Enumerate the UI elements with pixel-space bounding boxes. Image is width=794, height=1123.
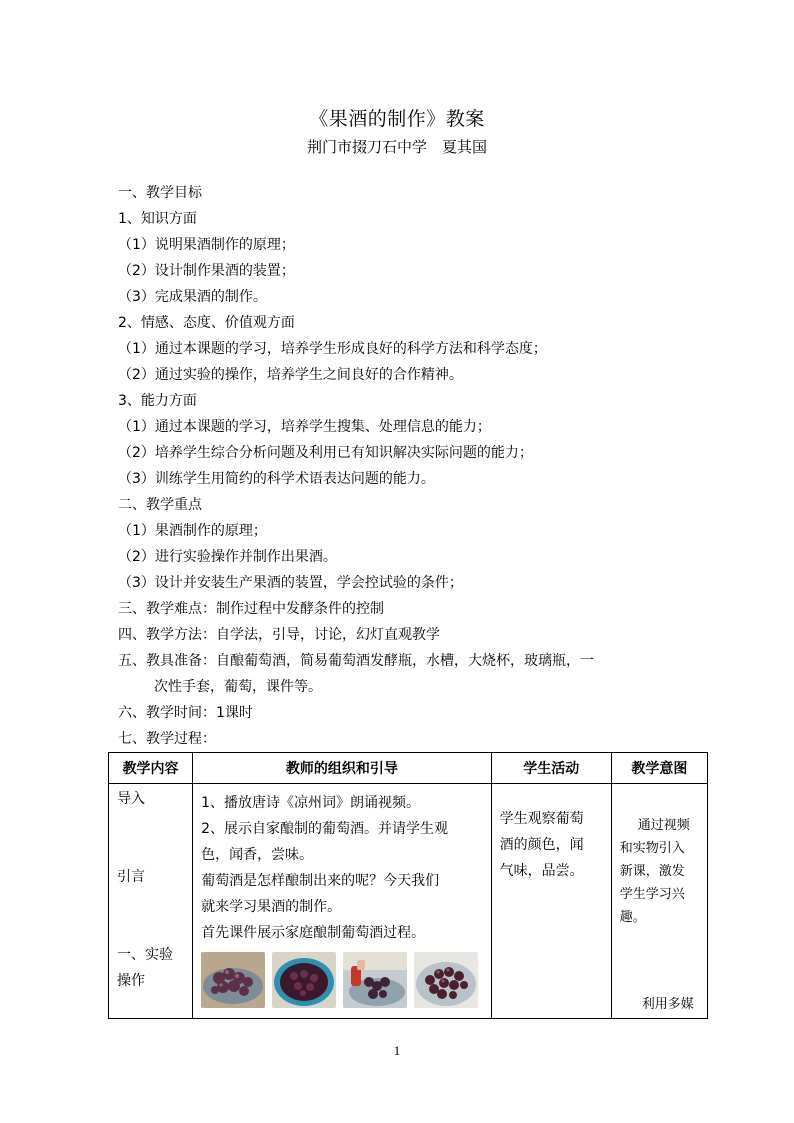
document-title: 《果酒的制作》教案 bbox=[309, 108, 485, 130]
header-teacher: 教师的组织和引导 bbox=[193, 753, 491, 784]
purpose-line: 通过视频 bbox=[637, 818, 690, 833]
author-line: 荆门市掇刀石中学 夏其国 bbox=[306, 138, 487, 156]
outline-line: （1）说明果酒制作的原理； bbox=[118, 237, 295, 253]
grape-photo-3 bbox=[343, 952, 407, 1008]
purpose-cell bbox=[611, 784, 707, 1019]
content-intro: 导入 bbox=[117, 791, 145, 807]
student-line: 酒的颜色，闻 bbox=[499, 837, 584, 853]
table-row bbox=[109, 784, 708, 1019]
outline-line: 1、知识方面 bbox=[118, 211, 197, 227]
table-header-row bbox=[109, 753, 708, 784]
student-line: 学生观察葡萄 bbox=[499, 811, 584, 827]
grape-photo-4 bbox=[414, 952, 478, 1008]
teacher-line: 色，闻香，尝味。 bbox=[201, 847, 314, 863]
teacher-line: 葡萄酒是怎样酿制出来的呢？今天我们 bbox=[201, 873, 440, 889]
outline-line: 3、能力方面 bbox=[118, 393, 197, 409]
outline-line: （2）进行实验操作并制作出果酒。 bbox=[118, 549, 337, 565]
grape-photo-2 bbox=[272, 952, 336, 1008]
teacher-cell bbox=[193, 784, 491, 1019]
grape-photo-1 bbox=[201, 952, 265, 1008]
outline-line: （3）完成果酒的制作。 bbox=[118, 289, 267, 305]
student-line: 气味，品尝。 bbox=[499, 863, 584, 879]
teaching-process-table bbox=[108, 752, 708, 1019]
outline-line: （3）设计并安装生产果酒的装置，学会控试验的条件； bbox=[118, 575, 463, 591]
outline-line: 2、情感、态度、价值观方面 bbox=[118, 315, 295, 331]
outline-line: （2）通过实验的操作，培养学生之间良好的合作精神。 bbox=[118, 367, 463, 383]
grape-photo-strip bbox=[201, 952, 482, 1008]
purpose-continued: 利用多媒 bbox=[641, 997, 694, 1012]
header-content: 教学内容 bbox=[109, 753, 193, 784]
purpose-line: 趣。 bbox=[619, 910, 646, 925]
student-cell bbox=[491, 784, 611, 1019]
outline-line: 次性手套，葡萄，课件等。 bbox=[154, 679, 322, 695]
page-number: 1 bbox=[393, 1043, 401, 1058]
content-experiment-cont: 操作 bbox=[117, 973, 145, 989]
outline-line: 五、教具准备：自酿葡萄酒，简易葡萄酒发酵瓶，水槽，大烧杯，玻璃瓶，一 bbox=[118, 653, 594, 669]
content-lead: 引言 bbox=[117, 869, 145, 885]
header-student: 学生活动 bbox=[491, 753, 611, 784]
teacher-line: 首先课件展示家庭酿制葡萄酒过程。 bbox=[201, 925, 426, 941]
outline-line: （2）设计制作果酒的装置； bbox=[118, 263, 295, 279]
outline-line: （2）培养学生综合分析问题及利用已有知识解决实际问题的能力； bbox=[118, 445, 533, 461]
lesson-outline bbox=[118, 180, 718, 752]
header-purpose: 教学意图 bbox=[611, 753, 707, 784]
content-experiment: 一、实验 bbox=[117, 947, 173, 963]
teacher-line: 就来学习果酒的制作。 bbox=[201, 899, 342, 915]
content-cell bbox=[109, 784, 193, 1019]
outline-line: （1）果酒制作的原理； bbox=[118, 523, 267, 539]
outline-line: 六、教学时间：1课时 bbox=[118, 705, 253, 721]
purpose-line: 和实物引入 bbox=[619, 841, 685, 856]
outline-line: （1）通过本课题的学习，培养学生形成良好的科学方法和科学态度； bbox=[118, 341, 547, 357]
outline-line: 三、教学难点：制作过程中发酵条件的控制 bbox=[118, 601, 384, 617]
purpose-text bbox=[620, 814, 701, 929]
purpose-line: 新课，激发 bbox=[619, 864, 685, 879]
purpose-line: 学生学习兴 bbox=[619, 887, 685, 902]
teacher-line: 2、展示自家酿制的葡萄酒。并请学生观 bbox=[201, 821, 449, 837]
outline-line: 七、教学过程： bbox=[118, 731, 216, 747]
teacher-line: 1、播放唐诗《凉州词》朗诵视频。 bbox=[201, 795, 421, 811]
outline-line: 一、教学目标 bbox=[118, 185, 202, 201]
outline-line: （1）通过本课题的学习，培养学生搜集、处理信息的能力； bbox=[118, 419, 491, 435]
outline-line: 二、教学重点 bbox=[118, 497, 202, 513]
outline-line: 四、教学方法：自学法，引导，讨论，幻灯直观教学 bbox=[118, 627, 440, 643]
outline-line: （3）训练学生用简约的科学术语表达问题的能力。 bbox=[118, 471, 435, 487]
